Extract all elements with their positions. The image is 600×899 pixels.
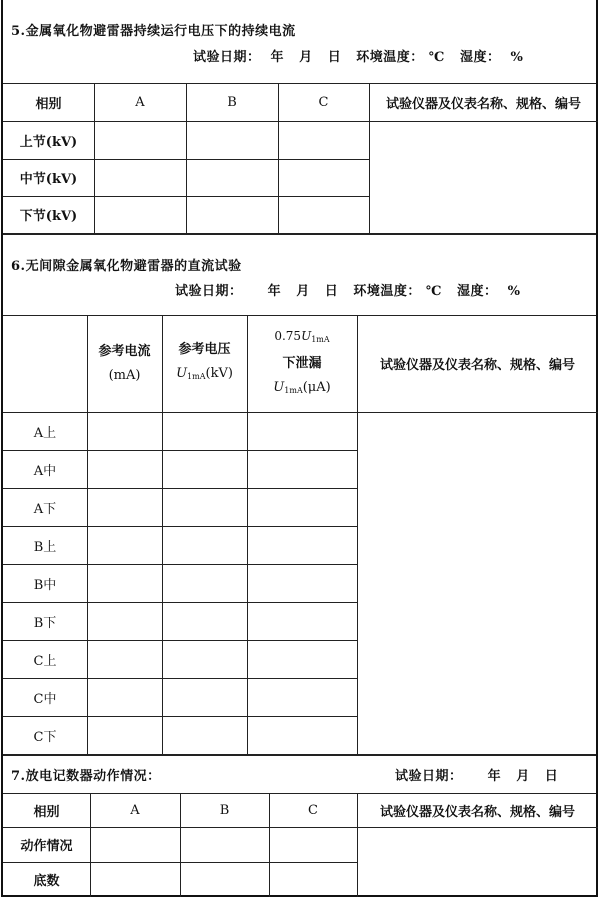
unit-microamp: (μA) [302, 380, 331, 395]
row-label-base-count: 底数 [33, 874, 60, 889]
symbol-u: U [176, 366, 188, 381]
row-label-lower: 下节(kV) [19, 209, 78, 224]
s6-data-grid-input[interactable] [87, 412, 357, 754]
s5-lower-c-input[interactable] [278, 196, 369, 233]
header-reference-voltage-label: 参考电压 [178, 342, 231, 357]
header-leakage-unit [273, 376, 330, 403]
s5-middle-a-input[interactable] [94, 159, 186, 196]
row-label-a-lower: A下 [33, 501, 57, 517]
section5-title: 5.金属氧化物避雷器持续运行电压下的持续电流 [11, 24, 296, 39]
s5-lower-a-input[interactable] [94, 196, 186, 233]
s5-instruments-input[interactable] [369, 121, 598, 233]
s5-lower-b-input[interactable] [186, 196, 278, 233]
header-reference-current [87, 315, 162, 412]
section7-test-date: 试验日期： 年 月 日 [395, 769, 559, 784]
header-reference-current-unit: (mA) [108, 367, 141, 383]
s5-middle-c-input[interactable] [278, 159, 369, 196]
header-leakage-label: 下泄漏 [282, 356, 322, 371]
divider [90, 793, 91, 897]
divider [180, 793, 181, 897]
s5-middle-b-input[interactable] [186, 159, 278, 196]
header-phase: 相别 [33, 804, 60, 820]
s7-operation-c-input[interactable] [269, 827, 357, 862]
s5-upper-c-input[interactable] [278, 121, 369, 159]
row-label-middle: 中节(kV) [19, 172, 78, 187]
header-phase-c: C [318, 94, 329, 110]
header-reference-current-label: 参考电流 [98, 343, 151, 359]
s7-count-b-input[interactable] [180, 862, 269, 897]
divider [87, 315, 88, 754]
divider [94, 83, 95, 233]
header-blank [3, 315, 87, 412]
divider [369, 83, 370, 233]
symbol-u: U [273, 380, 285, 395]
divider [162, 315, 163, 754]
row-label-c-upper: C上 [33, 653, 57, 669]
s7-operation-a-input[interactable] [90, 827, 180, 862]
header-instruments: 试验仪器及仪表名称、规格、编号 [385, 96, 581, 112]
test-record-form [1, 0, 598, 897]
row-label-a-upper: A上 [33, 425, 57, 441]
row-label-operation: 动作情况 [20, 839, 73, 854]
header-phase: 相别 [35, 96, 62, 112]
header-phase-c: C [308, 802, 318, 818]
section7-title: 7.放电记数器动作情况： [11, 769, 161, 784]
subscript-1ma: 1mA [311, 335, 330, 344]
header-phase-b: B [219, 802, 230, 818]
row-label-b-middle: B中 [33, 577, 57, 593]
s5-upper-b-input[interactable] [186, 121, 278, 159]
s7-count-c-input[interactable] [269, 862, 357, 897]
section5-test-conditions: 试验日期： 年 月 日 环境温度： ℃ 湿度： % [193, 50, 524, 65]
divider [278, 83, 279, 233]
row-label-c-middle: C中 [33, 691, 57, 707]
section-divider [3, 233, 596, 235]
symbol-u: U [301, 329, 312, 343]
row-label-b-lower: B下 [33, 615, 57, 631]
row-label-upper: 上节(kV) [19, 134, 78, 150]
divider [269, 793, 270, 897]
s7-operation-b-input[interactable] [180, 827, 269, 862]
header-phase-b: B [227, 94, 237, 110]
header-instruments: 试验仪器及仪表名称、规格、编号 [379, 358, 575, 373]
s6-instruments-input[interactable] [357, 412, 598, 754]
section-divider [3, 754, 596, 756]
divider [357, 315, 358, 754]
row-label-c-lower: C下 [33, 729, 57, 745]
factor-075: 0.75 [274, 329, 302, 343]
s5-upper-a-input[interactable] [94, 121, 186, 159]
header-reference-voltage-symbol [176, 362, 233, 389]
divider [186, 83, 187, 233]
header-phase-a: A [135, 94, 145, 110]
divider [247, 315, 248, 754]
header-reference-voltage [162, 315, 247, 412]
header-instruments: 试验仪器及仪表名称、规格、编号 [379, 804, 575, 820]
unit-kv: (kV) [205, 366, 233, 381]
header-leakage-current [247, 315, 357, 412]
row-label-b-upper: B上 [33, 539, 57, 555]
row-label-a-middle: A中 [33, 463, 57, 479]
divider [357, 793, 358, 897]
header-leakage-factor [274, 324, 329, 352]
s7-count-a-input[interactable] [90, 862, 180, 897]
header-phase-a: A [130, 802, 140, 818]
subscript-1ma: 1mA [284, 386, 303, 395]
section6-title: 6.无间隙金属氧化物避雷器的直流试验 [11, 259, 242, 274]
section6-test-conditions: 试验日期： 年 月 日 环境温度： ℃ 湿度： % [175, 284, 521, 299]
s7-instruments-input[interactable] [357, 827, 598, 897]
subscript-1ma: 1mA [187, 372, 206, 381]
